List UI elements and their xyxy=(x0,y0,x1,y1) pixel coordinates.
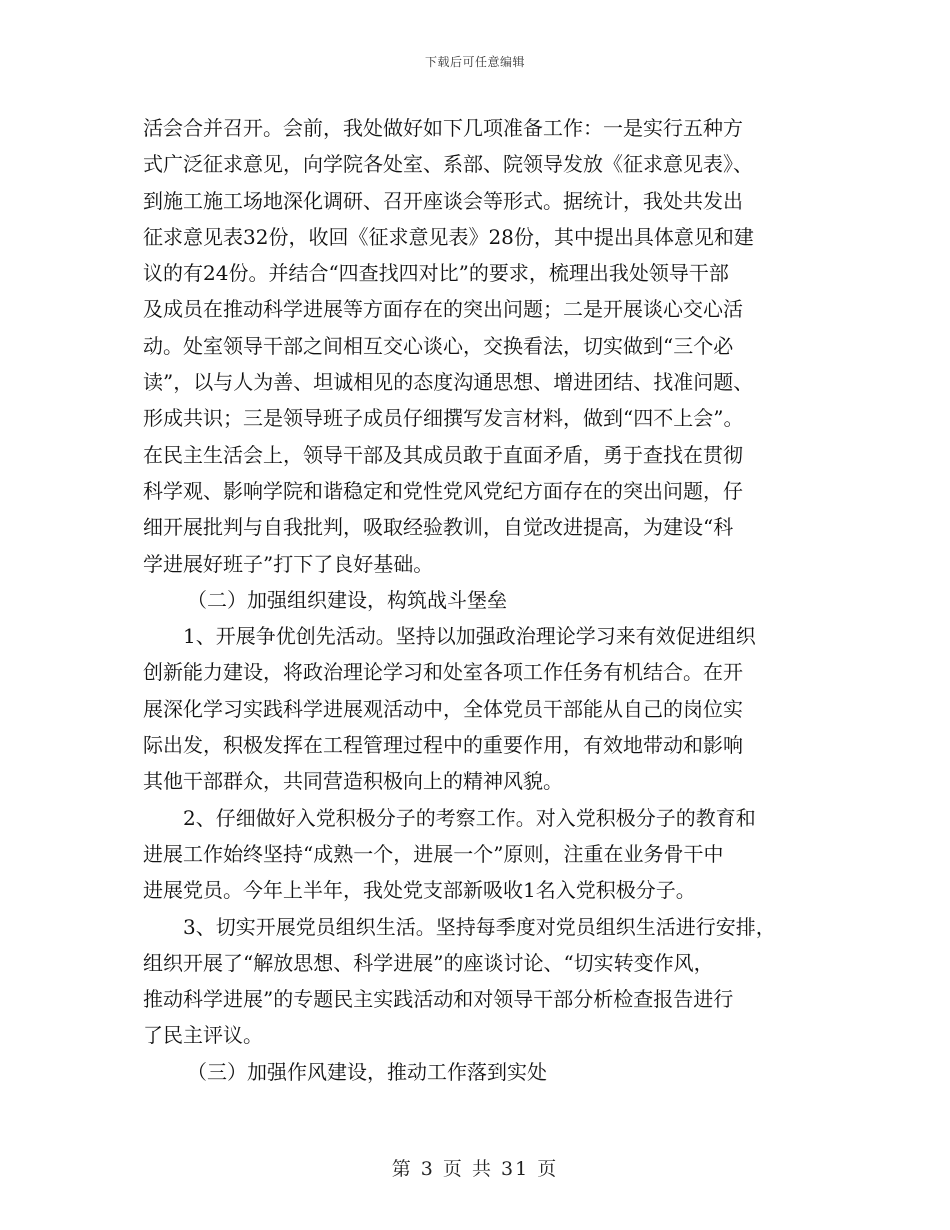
body-line: 学进展好班子”打下了良好基础。 xyxy=(143,551,434,576)
body-line: 1、开展争优创先活动。坚持以加强政治理论学习来有效促进组织 xyxy=(183,624,756,649)
body-line: 2、仔细做好入党积极分子的考察工作。对入党积极分子的教育和 xyxy=(183,805,756,830)
page-header-note: 下载后可任意编辑 xyxy=(424,55,525,69)
body-line: 3、切实开展党员组织生活。坚持每季度对党员组织生活进行安排， xyxy=(183,914,776,939)
page-number: 第 3 页 共 31 页 xyxy=(391,1158,559,1180)
body-line: 形成共识；三是领导班子成员仔细撰写发言材料，做到“四不上会”。 xyxy=(143,406,744,431)
body-line: 到施工施工场地深化调研、召开座谈会等形式。据统计，我处共发出 xyxy=(143,188,743,213)
body-line: 进展工作始终坚持“成熟一个，进展一个”原则，注重在业务骨干中 xyxy=(143,841,724,866)
body-line: 及成员在推动科学进展等方面存在的突出问题；二是开展谈心交心活 xyxy=(143,297,743,322)
body-line: 推动科学进展”的专题民主实践活动和对领导干部分析检查报告进行 xyxy=(143,987,734,1012)
body-line: 其他干部群众，共同营造积极向上的精神风貌。 xyxy=(143,769,563,794)
body-line: 在民主生活会上，领导干部及其成员敢于直面矛盾，勇于查找在贯彻 xyxy=(143,442,743,467)
body-line: 动。处室领导干部之间相互交心谈心，交换看法，切实做到“三个必 xyxy=(143,333,734,358)
body-line: 读”，以与人为善、坦诚相见的态度沟通思想、增进团结、找准问题、 xyxy=(143,370,754,395)
body-line: 进展党员。今年上半年，我处党支部新吸收1名入党积极分子。 xyxy=(143,878,696,903)
body-line: 展深化学习实践科学进展观活动中，全体党员干部能从自己的岗位实 xyxy=(143,696,743,721)
body-line: 式广泛征求意见，向学院各处室、系部、院领导发放《征求意见表》、 xyxy=(143,152,753,177)
body-line: 议的有24份。并结合“四查找四对比”的要求，梳理出我处领导干部 xyxy=(143,261,729,286)
section-heading: （三）加强作风建设，推动工作落到实处 xyxy=(187,1059,547,1084)
body-line: 了民主评议。 xyxy=(143,1023,263,1048)
section-heading: （二）加强组织建设，构筑战斗堡垒 xyxy=(187,587,507,612)
body-line: 科学观、影响学院和谐稳定和党性党风党纪方面存在的突出问题，仔 xyxy=(143,478,743,503)
body-line: 活会合并召开。会前，我处做好如下几项准备工作：一是实行五种方 xyxy=(143,116,743,140)
body-line: 征求意见表32份，收回《征求意见表》28份，其中提出具体意见和建 xyxy=(143,224,754,249)
body-line: 细开展批判与自我批判，吸取经验教训，自觉改进提高，为建设“科 xyxy=(143,515,734,540)
body-line: 组织开展了“解放思想、科学进展”的座谈讨论、“切实转变作风， xyxy=(143,950,714,975)
body-line: 创新能力建设，将政治理论学习和处室各项工作任务有机结合。在开 xyxy=(143,660,743,685)
body-line: 际出发，积极发挥在工程管理过程中的重要作用，有效地带动和影响 xyxy=(143,733,743,758)
document-body xyxy=(143,110,823,1090)
